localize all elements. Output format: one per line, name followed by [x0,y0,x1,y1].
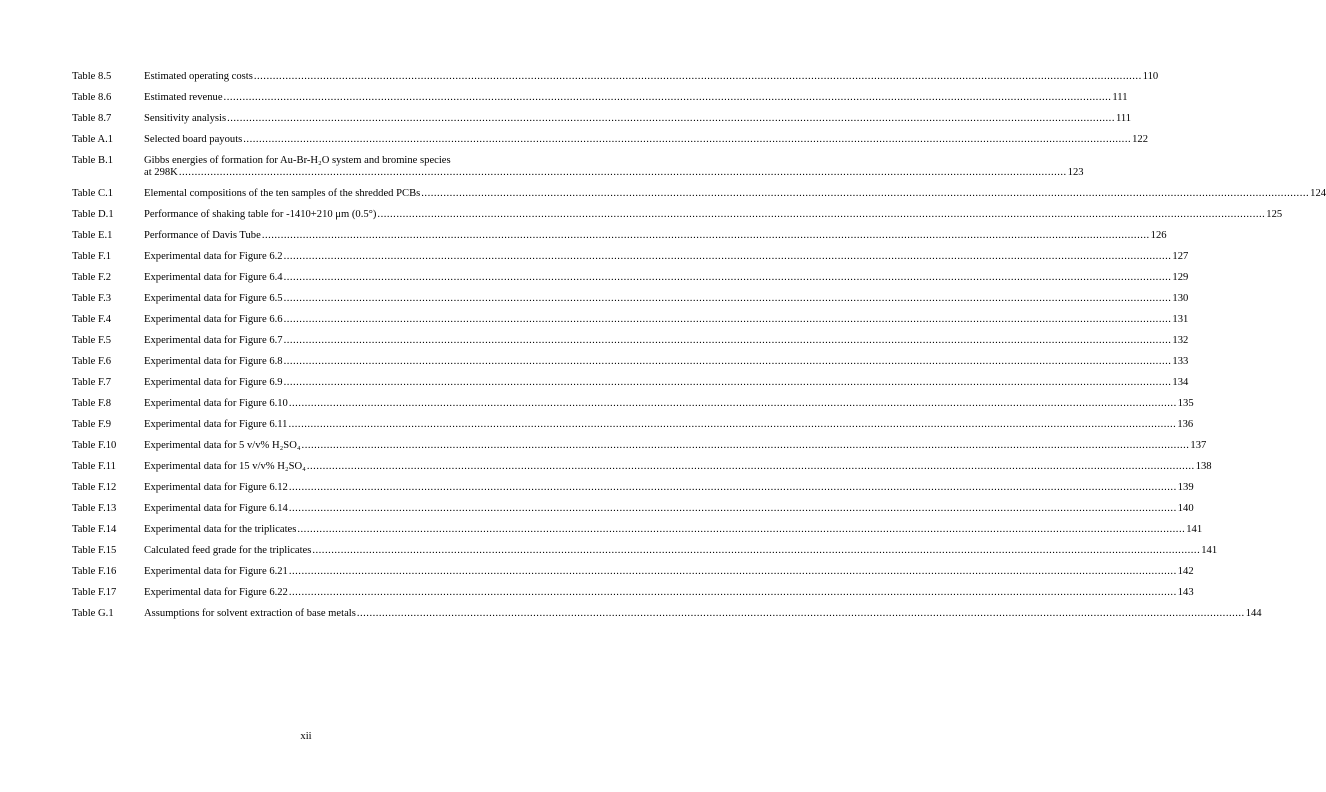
toc-entry-body [144,134,1149,146]
table-label: Table F.5 [72,335,112,347]
table-title: Experimental data for Figure 6.2 [144,251,283,263]
page-number: 135 [1177,398,1194,410]
toc-entry [72,419,1194,431]
toc-entry [72,608,1262,620]
toc-entry-body [144,440,1207,452]
dot-leader [227,113,1115,125]
table-title: Selected board payouts [144,134,243,145]
toc-entry-body [144,230,1167,242]
table-title: Performance of shaking table for -1410+210 μm (0.5°) [144,209,377,221]
table-title: Experimental data for 15 v/v% H₂SO₄ [144,461,306,473]
toc-entry [72,587,1194,599]
toc-entry [72,356,1189,368]
toc-entry [72,440,1207,452]
dot-leader [289,587,1177,599]
toc-entry-body [144,503,1194,515]
page-number: 130 [1172,293,1189,305]
table-label: Table D.1 [72,209,114,221]
toc-entry-body [144,587,1194,599]
table-label: Table 8.5 [72,71,112,82]
page-number: 136 [1177,419,1194,431]
dot-leader [262,230,1150,242]
table-title-line-2: at 298K [144,167,178,179]
dot-leader [302,440,1190,452]
table-label: Table F.13 [72,503,117,515]
dot-leader [289,503,1177,515]
table-title: Experimental data for Figure 6.10 [144,398,288,410]
table-title: Performance of Davis Tube [144,230,261,242]
table-label: Table G.1 [72,608,114,620]
page-number: 139 [1177,482,1194,494]
table-label: Table E.1 [72,230,113,242]
page-number: 141 [1201,545,1218,557]
table-title: Experimental data for Figure 6.7 [144,335,283,347]
table-label: Table C.1 [72,188,114,200]
list-of-tables [72,71,1326,629]
toc-entry-body [144,335,1189,347]
toc-entry-body [144,566,1194,578]
dot-leader [289,398,1177,410]
table-title-line-2-wrapper [144,167,1084,179]
toc-entry-body [144,377,1189,389]
toc-entry-body [144,155,1084,180]
table-label: Table F.3 [72,293,112,305]
dot-leader [284,314,1172,326]
page-number: 122 [1132,134,1149,145]
dot-leader [284,356,1172,368]
table-label: Table F.1 [72,251,112,263]
table-label: Table F.17 [72,587,117,599]
toc-entry-body [144,272,1189,284]
toc-entry [72,134,1149,146]
toc-entry-body [144,524,1203,536]
toc-entry [72,251,1189,263]
toc-entry [72,461,1212,473]
table-title: Experimental data for Figure 6.14 [144,503,288,515]
toc-entry-body [144,209,1283,221]
toc-entry-body [144,188,1326,200]
table-title: Assumptions for solvent extraction of base metals [144,608,356,620]
toc-entry [72,188,1326,200]
dot-leader [284,293,1172,305]
table-title: Sensitivity analysis [144,113,227,124]
toc-entry [72,155,1084,180]
toc-entry-body [144,461,1212,473]
toc-entry [72,377,1189,389]
table-title: Experimental data for Figure 6.8 [144,356,283,368]
toc-entry-body [144,398,1194,410]
dot-leader [421,188,1309,200]
toc-entry [72,335,1189,347]
dot-leader [284,251,1172,263]
toc-entry-body [144,608,1262,620]
table-title-line-1: Gibbs energies of formation for Au-Br-H₂O system and bromine species [144,155,451,166]
page-number: 140 [1177,503,1194,515]
page-number: 123 [1067,167,1084,179]
table-label: Table F.4 [72,314,112,326]
toc-entry-body [144,251,1189,263]
toc-entry-body [144,356,1189,368]
page-number: 138 [1195,461,1212,473]
toc-entry-body [144,482,1194,494]
page-number: 141 [1186,524,1203,536]
table-label: Table 8.6 [72,92,112,103]
page-number: 111 [1115,113,1132,124]
toc-entry [72,545,1218,557]
page-number: 111 [1112,92,1128,103]
table-label: Table F.15 [72,545,117,557]
table-title: Experimental data for Figure 6.9 [144,377,283,389]
table-label: Table F.7 [72,377,112,389]
dot-leader [357,608,1245,620]
table-title: Experimental data for Figure 6.4 [144,272,283,284]
page-number: 131 [1172,314,1189,326]
table-title: Estimated revenue [144,92,223,103]
table-title: Estimated operating costs [144,71,253,82]
toc-entry-body [144,419,1194,431]
table-title: Calculated feed grade for the triplicates [144,545,312,557]
page-number: 143 [1177,587,1194,599]
toc-entry [72,482,1194,494]
page-number: 110 [1142,71,1159,82]
table-label: Table B.1 [72,155,114,166]
table-label: Table F.9 [72,419,112,431]
dot-leader [312,545,1200,557]
page-number: 144 [1245,608,1262,620]
table-title: Experimental data for Figure 6.11 [144,419,288,431]
table-title: Experimental data for the triplicates [144,524,297,536]
dot-leader [243,134,1131,146]
toc-entry [72,524,1203,536]
page-footer-number: xii [300,731,312,742]
table-label: Table F.2 [72,272,112,284]
toc-entry [72,92,1128,104]
dot-leader [289,482,1177,494]
toc-entry [72,230,1167,242]
table-label: Table 8.7 [72,113,112,124]
toc-entry-body [144,545,1218,557]
table-title: Experimental data for Figure 6.5 [144,293,283,305]
table-label: Table F.10 [72,440,117,452]
table-label: Table F.14 [72,524,117,536]
table-label: Table F.16 [72,566,117,578]
table-label: Table F.6 [72,356,112,368]
dot-leader [284,377,1172,389]
table-label: Table F.12 [72,482,117,494]
toc-entry [72,272,1189,284]
dot-leader [284,335,1172,347]
page-number: 133 [1172,356,1189,368]
toc-entry [72,314,1189,326]
dot-leader [179,167,1067,179]
dot-leader [254,71,1142,83]
page-number: 142 [1177,566,1194,578]
toc-entry [72,503,1194,515]
toc-entry [72,209,1283,221]
table-label: Table F.11 [72,461,116,473]
toc-entry-body [144,293,1189,305]
page-number: 129 [1172,272,1189,284]
page-number: 126 [1150,230,1167,242]
table-label: Table F.8 [72,398,112,410]
dot-leader [288,419,1176,431]
table-title: Experimental data for Figure 6.6 [144,314,283,326]
dot-leader [377,209,1265,221]
table-title: Experimental data for 5 v/v% H₂SO₄ [144,440,301,452]
page-number: 134 [1172,377,1189,389]
dot-leader [224,92,1112,104]
toc-entry [72,398,1194,410]
dot-leader [284,272,1172,284]
toc-entry [72,293,1189,305]
toc-entry [72,71,1159,83]
page-number: 125 [1266,209,1283,221]
dot-leader [307,461,1195,473]
table-title: Experimental data for Figure 6.21 [144,566,288,578]
toc-entry-body [144,92,1128,104]
page-number: 124 [1310,188,1326,200]
toc-entry-body [144,314,1189,326]
page-number: 137 [1190,440,1207,452]
toc-entry-body [144,71,1159,83]
toc-entry [72,566,1194,578]
table-label: Table A.1 [72,134,114,145]
table-title: Experimental data for Figure 6.12 [144,482,288,494]
table-title: Elemental compositions of the ten samples of the shredded PCBs [144,188,421,200]
dot-leader [297,524,1185,536]
page-number: 132 [1172,335,1189,347]
page-number: 127 [1172,251,1189,263]
table-title: Experimental data for Figure 6.22 [144,587,288,599]
toc-entry-body [144,113,1132,125]
toc-entry [72,113,1132,125]
dot-leader [289,566,1177,578]
